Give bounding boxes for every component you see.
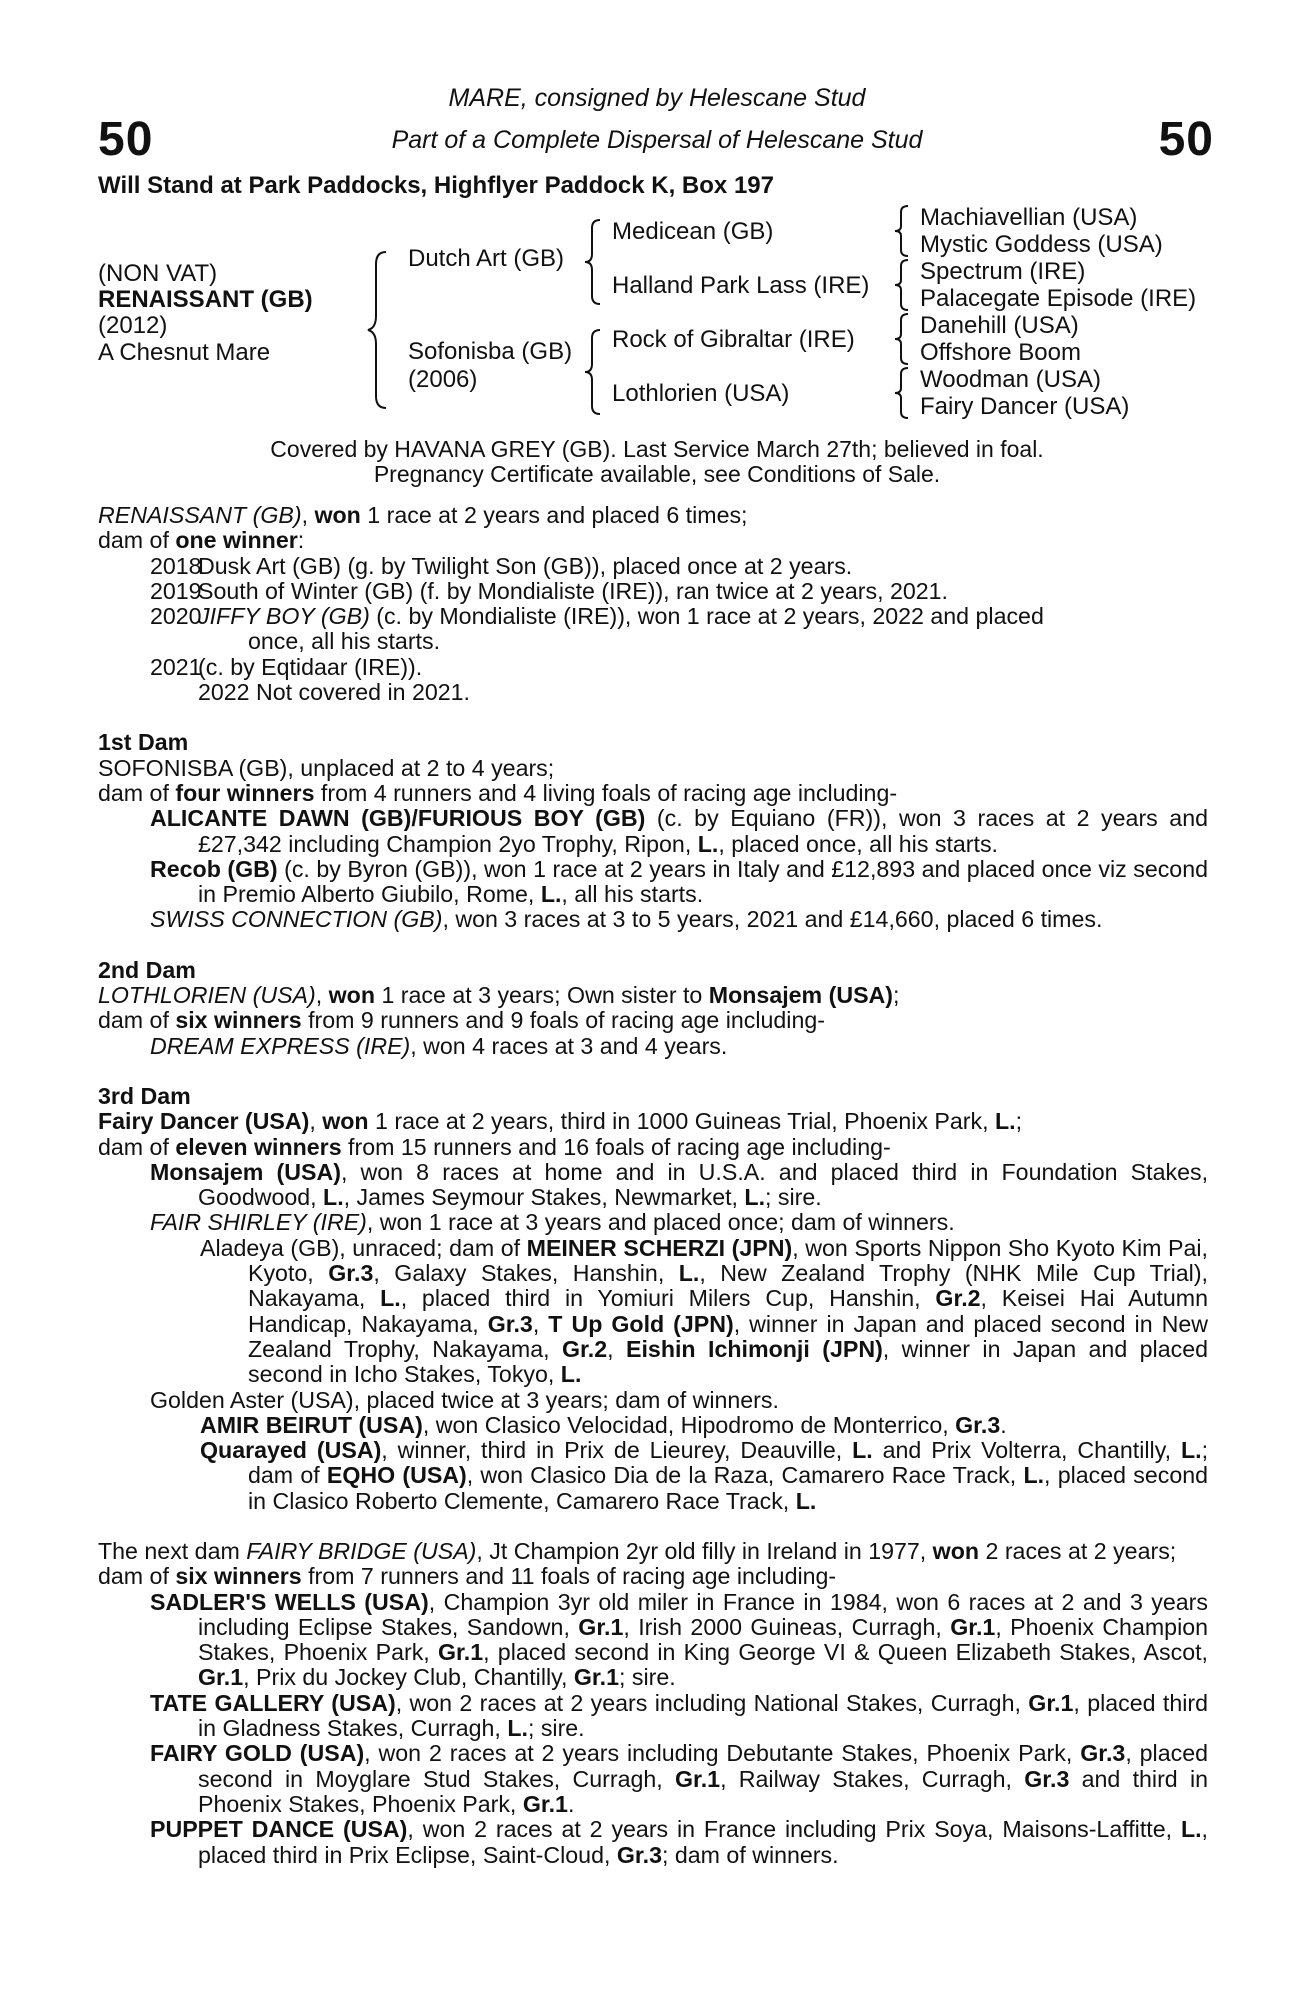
produce-entry: DREAM EXPRESS (IRE), won 4 races at 3 and 4 years. [150,1032,728,1059]
produce-entry: AMIR BEIRUT (USA), won Clasico Velocidad, Hipodromo de Monterrico, Gr.3. [200,1411,1007,1438]
ds-brace [892,312,912,366]
dds: Woodman (USA) [920,366,1101,393]
second-dam-record: LOTHLORIEN (USA), won 1 race at 3 years; Own sister to Monsajem (USA); [98,982,900,1009]
produce-entry: Aladeya (GB), unraced; dam of MEINER SCHERZI (JPN), won Sports Nippon Sho Kyoto Kim Pai, Kyoto, Gr.3, Galaxy Stakes, Hanshin, L., New Zealand Trophy (NHK Mile Cup Trial), Nakayama, L., placed third in Yomiuri Milers Cup, Hanshin, Gr.2, Keisei Hai Autumn Handicap, Nakayama, Gr.3, T Up Gold (JPN), winner in Japan and placed second in New Zealand Trophy, Nakayama, Gr.2, Eishin Ichimonji (JPN), winner in Japan and placed second in Icho Stakes, Tokyo, L. [200,1234,1209,1388]
catalogue-body [98,503,1208,1868]
dam-sire: Rock of Gibraltar (IRE) [612,326,855,353]
horse-description: A Chesnut Mare [98,339,271,366]
sss: Machiavellian (USA) [920,204,1138,231]
produce-entry: Quarayed (USA), winner, third in Prix de Lieurey, Deauville, L. and Prix Volterra, Chantilly, L.; dam of EQHO (USA), won Clasico Dia de la Raza, Camarero Race Track, L., placed second in Clasico Roberto Clemente, Camarero Race Track, L. [200,1437,1209,1514]
sire-brace [582,218,604,306]
produce-row: 2021 (c. by Eqtidaar (IRE)). 2022 Not covered in 2021. [150,653,471,706]
dam-name: Sofonisba (GB) [408,338,573,365]
horse-name: RENAISSANT (GB) [98,286,313,313]
produce-row: 2020 JIFFY BOY (GB) (c. by Mondialiste (IRE)), won 1 race at 2 years, 2022 and placed once, all his starts. [150,603,1044,655]
sire-name: Dutch Art (GB) [408,245,565,272]
ddd: Fairy Dancer (USA) [920,393,1130,420]
mare-record: RENAISSANT (GB), won 1 race at 2 years and placed 6 times; [98,502,748,528]
produce-row: 2019 South of Winter (GB) (f. by Mondialiste (IRE)), ran twice at 2 years, 2021. [150,577,949,604]
produce-entry: FAIR SHIRLEY (IRE), won 1 race at 3 years and placed once; dam of winners. [150,1209,955,1236]
sds: Spectrum (IRE) [920,258,1086,285]
dsd: Offshore Boom [920,339,1081,366]
lot-number-left: 50 [98,113,154,166]
second-dam-produce-intro: dam of six winners from 9 runners and 9 foals of racing age including- [98,1007,825,1034]
dispersal-line: Part of a Complete Dispersal of Helescane Stud [391,126,923,154]
main-brace [366,250,392,410]
next-dam-produce-intro: dam of six winners from 7 runners and 11 foals of racing age including- [98,1563,837,1590]
produce-entry: Monsajem (USA), won 8 races at home and in U.S.A. and placed third in Foundation Stakes, Goodwood, L., James Seymour Stakes, Newmarket, L.; sire. [150,1158,1209,1211]
covered-line: Covered by HAVANA GREY (GB). Last Service March 27th; believed in foal. [270,436,1044,462]
lot-number-right: 50 [1158,113,1214,166]
dam-dam: Lothlorien (USA) [612,380,790,407]
first-dam-produce-intro: dam of four winners from 4 runners and 4 living foals of racing age including- [98,779,898,806]
pregnancy-line: Pregnancy Certificate available, see Conditions of Sale. [373,461,941,487]
vat-status: (NON VAT) [98,260,218,287]
first-dam-record: SOFONISBA (GB), unplaced at 2 to 4 years; [98,754,555,781]
first-dam-heading: 1st Dam [98,729,189,756]
third-dam-produce-intro: dam of eleven winners from 15 runners and 16 foals of racing age including- [98,1133,891,1160]
sdd: Palacegate Episode (IRE) [920,285,1197,312]
produce-row: 2018 Dusk Art (GB) (g. by Twilight Son (GB)), placed once at 2 years. [150,552,853,579]
consignor-line: MARE, consigned by Helescane Stud [448,84,866,112]
produce-entry: TATE GALLERY (USA), won 2 races at 2 years including National Stakes, Curragh, Gr.1, placed third in Gladness Stakes, Curragh, L.; sire. [150,1689,1208,1742]
sire-dam: Halland Park Lass (IRE) [612,272,870,299]
produce-entry: ALICANTE DAWN (GB)/FURIOUS BOY (GB) (c. by Equiano (FR)), won 3 races at 2 years and £27,342 including Champion 2yo Trophy, Ripon, L., placed once, all his starts. [150,805,1208,857]
produce-entry: SADLER'S WELLS (USA), Champion 3yr old miler in France in 1984, won 6 races at 2 and 3 years including Eclipse Stakes, Sandown, Gr.1, Irish 2000 Guineas, Curragh, Gr.1, Phoenix Champion Stakes, Phoenix Park, Gr.1, placed second in King George VI & Queen Elizabeth Stakes, Ascot, Gr.1, Prix du Jockey Club, Chantilly, Gr.1; sire. [150,1588,1209,1691]
ssd: Mystic Goddess (USA) [920,231,1163,258]
second-dam-heading: 2nd Dam [98,956,196,983]
produce-entry: SWISS CONNECTION (GB), won 3 races at 3 to 5 years, 2021 and £14,660, placed 6 times. [150,906,1103,933]
dam-brace [582,328,604,416]
produce-entry: Golden Aster (USA), placed twice at 3 years; dam of winners. [150,1386,779,1413]
dss: Danehill (USA) [920,312,1079,339]
sire-sire: Medicean (GB) [612,218,774,245]
dam-year: (2006) [408,366,478,393]
foaling-year: (2012) [98,312,168,339]
third-dam-heading: 3rd Dam [98,1082,191,1109]
next-dam-record: The next dam FAIRY BRIDGE (USA), Jt Champion 2yr old filly in Ireland in 1977, won 2 races at 2 years; [98,1537,1177,1564]
third-dam-record: Fairy Dancer (USA), won 1 race at 2 years, third in 1000 Guineas Trial, Phoenix Park, L.; [98,1108,1023,1135]
dd-brace [892,366,912,420]
ss-brace [892,204,912,258]
stand-location: Will Stand at Park Paddocks, Highflyer Paddock K, Box 197 [98,172,774,199]
sd-brace [892,258,912,312]
mare-produce-intro: dam of one winner: [98,527,305,554]
produce-entry: FAIRY GOLD (USA), won 2 races at 2 years including Debutante Stakes, Phoenix Park, Gr.3, placed second in Moyglare Stud Stakes, Curragh, Gr.1, Railway Stakes, Curragh, Gr.3 and third in Phoenix Stakes, Phoenix Park, Gr.1. [150,1740,1208,1817]
produce-entry: Recob (GB) (c. by Byron (GB)), won 1 race at 2 years in Italy and £12,893 and placed once viz second in Premio Alberto Giubilo, Rome, L., all his starts. [150,855,1208,908]
produce-entry: PUPPET DANCE (USA), won 2 races at 2 years in France including Prix Soya, Maisons-Laffitte, L., placed third in Prix Eclipse, Saint-Cloud, Gr.3; dam of winners. [150,1816,1208,1868]
